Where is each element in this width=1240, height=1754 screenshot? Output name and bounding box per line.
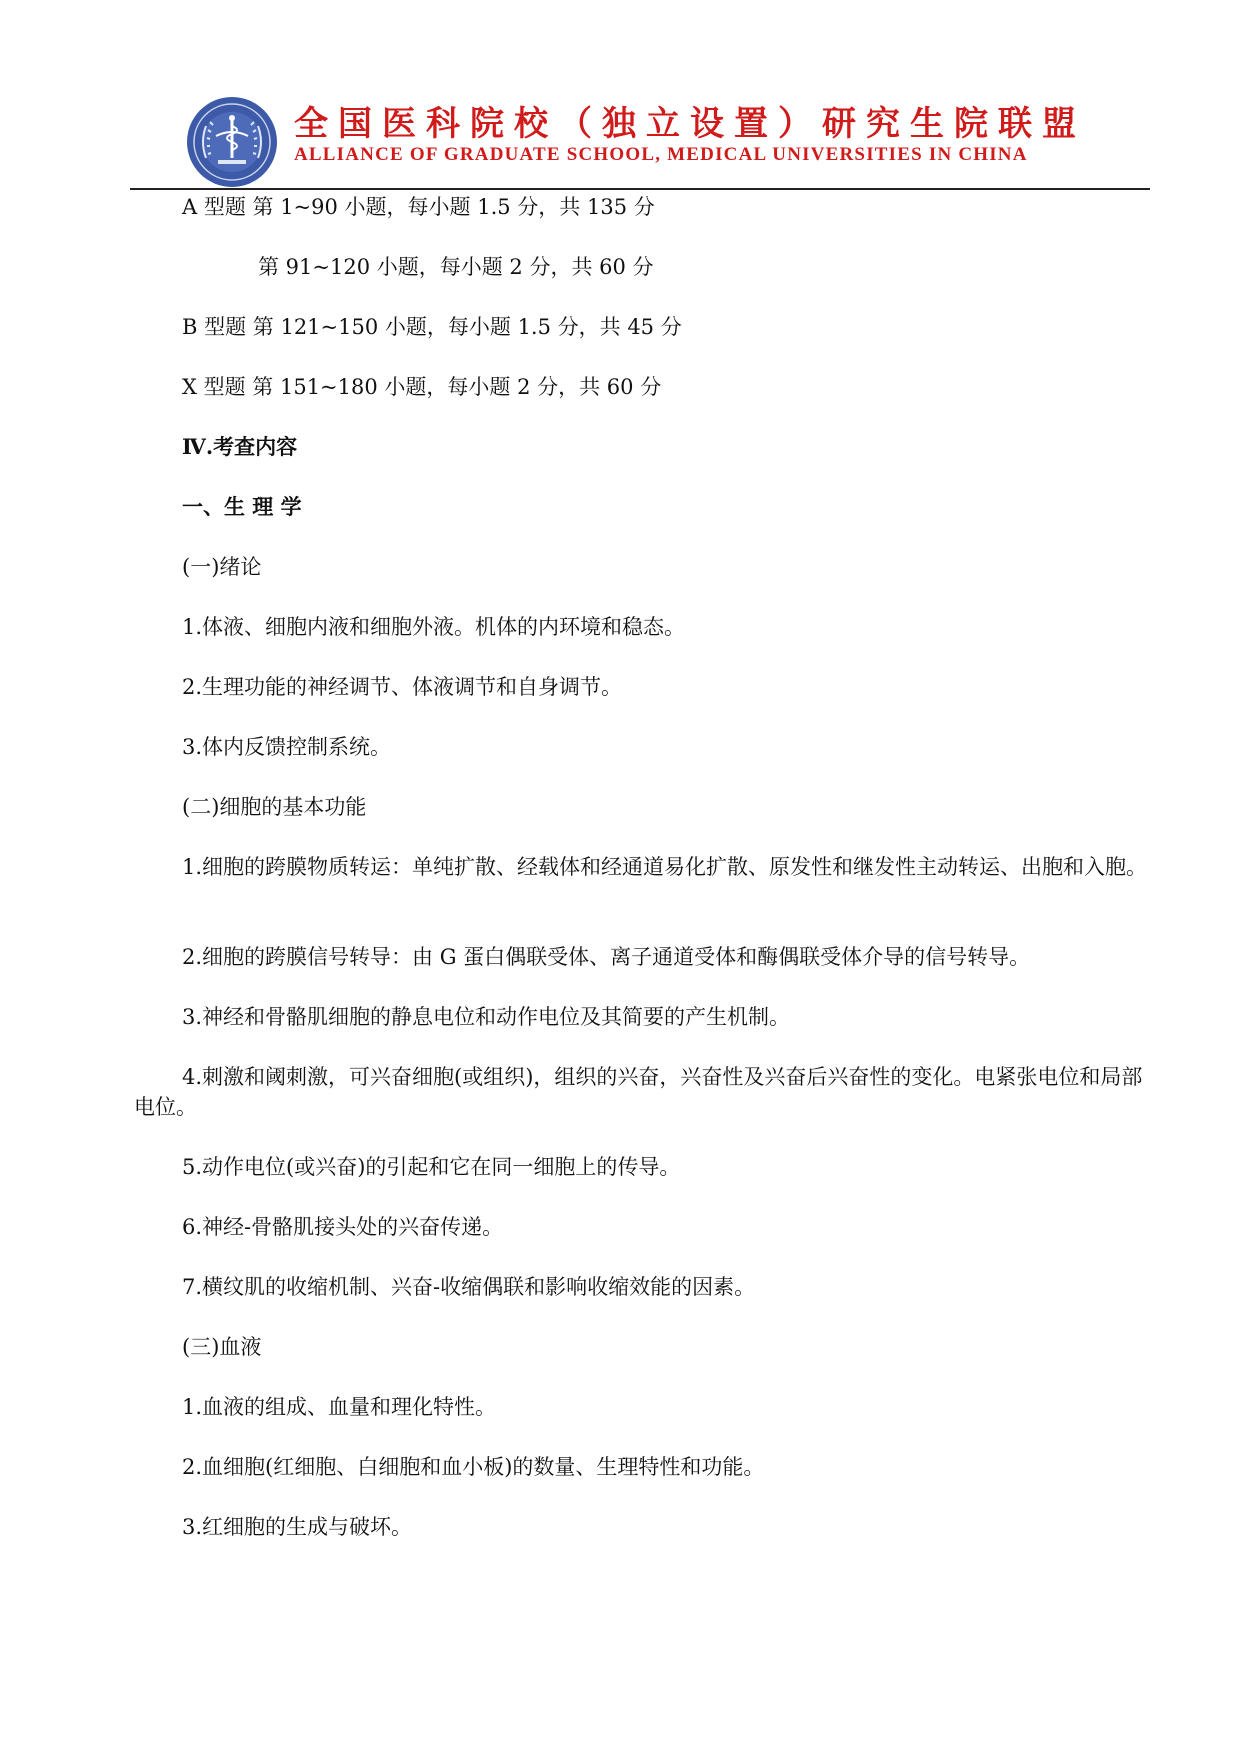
header-divider [130,188,1150,190]
list-item: 3.红细胞的生成与破坏。 [182,1515,413,1539]
list-item: 5.动作电位(或兴奋)的引起和它在同一细胞上的传导。 [182,1155,681,1179]
list-item: 2.生理功能的神经调节、体液调节和自身调节。 [182,675,623,699]
list-item: 3.体内反馈控制系统。 [182,735,392,759]
list-item: 1.血液的组成、血量和理化特性。 [182,1395,497,1419]
subject-heading: 一、生 理 学 [182,494,302,519]
part-heading-blood: (三)血液 [182,1335,262,1359]
scoring-line-a-type: A 型题 第 1~90 小题，每小题 1.5 分，共 135 分 [182,195,655,219]
alliance-logo-icon [186,96,278,188]
list-item: 2.细胞的跨膜信号转导：由 G 蛋白偶联受体、离子通道受体和酶偶联受体介导的信号转导。 [182,945,1031,969]
list-item: 1.体液、细胞内液和细胞外液。机体的内环境和稳态。 [182,615,686,639]
scoring-line-a-type-second: 第 91~120 小题，每小题 2 分，共 60 分 [258,255,654,279]
scoring-line-b-type: B 型题 第 121~150 小题，每小题 1.5 分，共 45 分 [182,315,682,339]
header-title-chinese: 全国医科院校（独立设置）研究生院联盟 [294,104,1086,144]
page-header [0,0,1240,200]
list-item: 7.横纹肌的收缩机制、兴奋-收缩偶联和影响收缩效能的因素。 [182,1275,756,1299]
list-item: 6.神经-骨骼肌接头处的兴奋传递。 [182,1215,504,1239]
list-item: 1.细胞的跨膜物质转运：单纯扩散、经载体和经通道易化扩散、原发性和继发性主动转运、出胞和入胞。 [182,855,1148,879]
list-item: 4.刺激和阈刺激，可兴奋细胞(或组织)，组织的兴奋，兴奋性及兴奋后兴奋性的变化。电紧张电位和局部电位。 [134,1065,1143,1119]
header-title-english: ALLIANCE OF GRADUATE SCHOOL, MEDICAL UNIVERSITIES IN CHINA [294,144,1028,165]
section-heading: Ⅳ.考查内容 [182,434,298,459]
part-heading-intro: (一)绪论 [182,555,262,579]
list-item: 3.神经和骨骼肌细胞的静息电位和动作电位及其简要的产生机制。 [182,1005,791,1029]
list-item: 2.血细胞(红细胞、白细胞和血小板)的数量、生理特性和功能。 [182,1455,765,1479]
part-heading-cell: (二)细胞的基本功能 [182,795,367,819]
scoring-line-x-type: X 型题 第 151~180 小题，每小题 2 分，共 60 分 [182,375,662,399]
